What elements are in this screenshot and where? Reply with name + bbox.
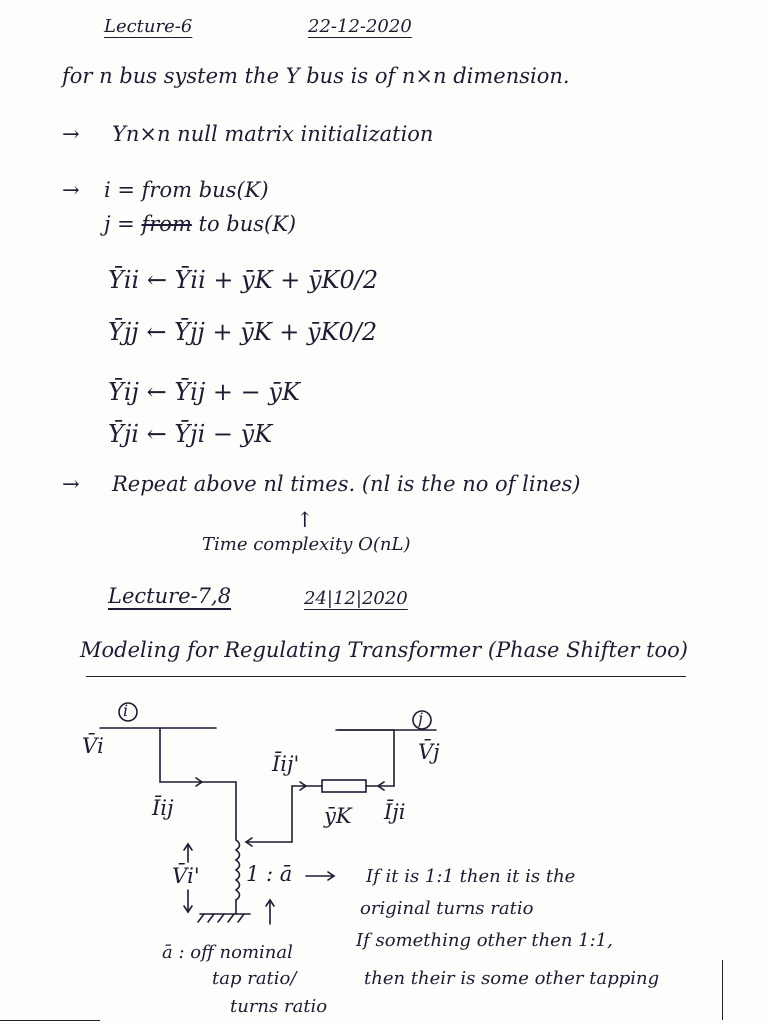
to-bus-struck: from (141, 212, 192, 236)
equation-yij: Ȳij ← Ȳij + − ȳK (108, 378, 300, 406)
a-definition-2: tap ratio/ (212, 968, 297, 989)
arrow-bullet-2: → (62, 178, 80, 202)
branch-wire-right (336, 730, 394, 786)
equation-yjj: Ȳjj ← Ȳjj + ȳK + ȳK0/2 (108, 318, 378, 346)
arrow-bullet-3: → (62, 472, 80, 496)
to-bus-prefix: j = (104, 212, 135, 236)
current-iji: Īji (384, 800, 406, 824)
null-matrix-line: Yn×n null matrix initialization (112, 122, 434, 146)
lecture78-date: 24|12|2020 (304, 588, 408, 609)
lecture6-date: 22-12-2020 (308, 16, 412, 37)
current-iij: Īij (152, 796, 174, 820)
time-complexity: Time complexity O(nL) (202, 534, 411, 555)
voltage-vi: V̄i (82, 734, 104, 758)
tap-wire (246, 786, 292, 842)
voltage-vi-prime: V̄i' (172, 864, 200, 888)
a-definition-3: turns ratio (230, 996, 328, 1017)
repeat-line: Repeat above nl times. (nl is the no of lines) (112, 472, 581, 496)
admittance-yk-label: ȳK (324, 804, 352, 828)
node-i-label: i (123, 701, 129, 720)
transformer-coil (236, 840, 240, 900)
to-bus-suffix: to bus(K) (198, 212, 297, 236)
admittance-yk (322, 780, 366, 792)
a-definition-1: ā : off nominal (162, 942, 293, 963)
lecture78-heading: Lecture-7,8 (108, 584, 232, 608)
nbus-statement: for n bus system the Y bus is of n×n dimension. (62, 64, 570, 88)
node-j-label: j (418, 709, 423, 728)
note-line-1: If it is 1:1 then it is the (366, 866, 576, 887)
note-line-2: original turns ratio (360, 898, 534, 919)
note-line-3: If something other then 1:1, (356, 930, 613, 951)
lecture6-heading: Lecture-6 (104, 16, 193, 37)
from-bus-def: i = from bus(K) (104, 178, 269, 202)
arrow-bullet-1: → (62, 122, 80, 146)
voltage-vj: V̄j (418, 740, 440, 764)
page-edge-right (722, 960, 723, 1020)
equation-yii: Ȳii ← Ȳii + ȳK + ȳK0/2 (108, 266, 379, 294)
up-arrow: ↑ (296, 508, 314, 532)
equation-yji: Ȳji ← Ȳji − ȳK (108, 420, 273, 448)
current-iij-prime: Īij' (272, 752, 300, 776)
turns-ratio-label: 1 : ā (246, 862, 293, 886)
note-line-4: then their is some other tapping (364, 968, 660, 989)
page-edge-left (0, 1020, 100, 1021)
regulating-transformer-title: Modeling for Regulating Transformer (Phase Shifter too) (80, 638, 688, 662)
